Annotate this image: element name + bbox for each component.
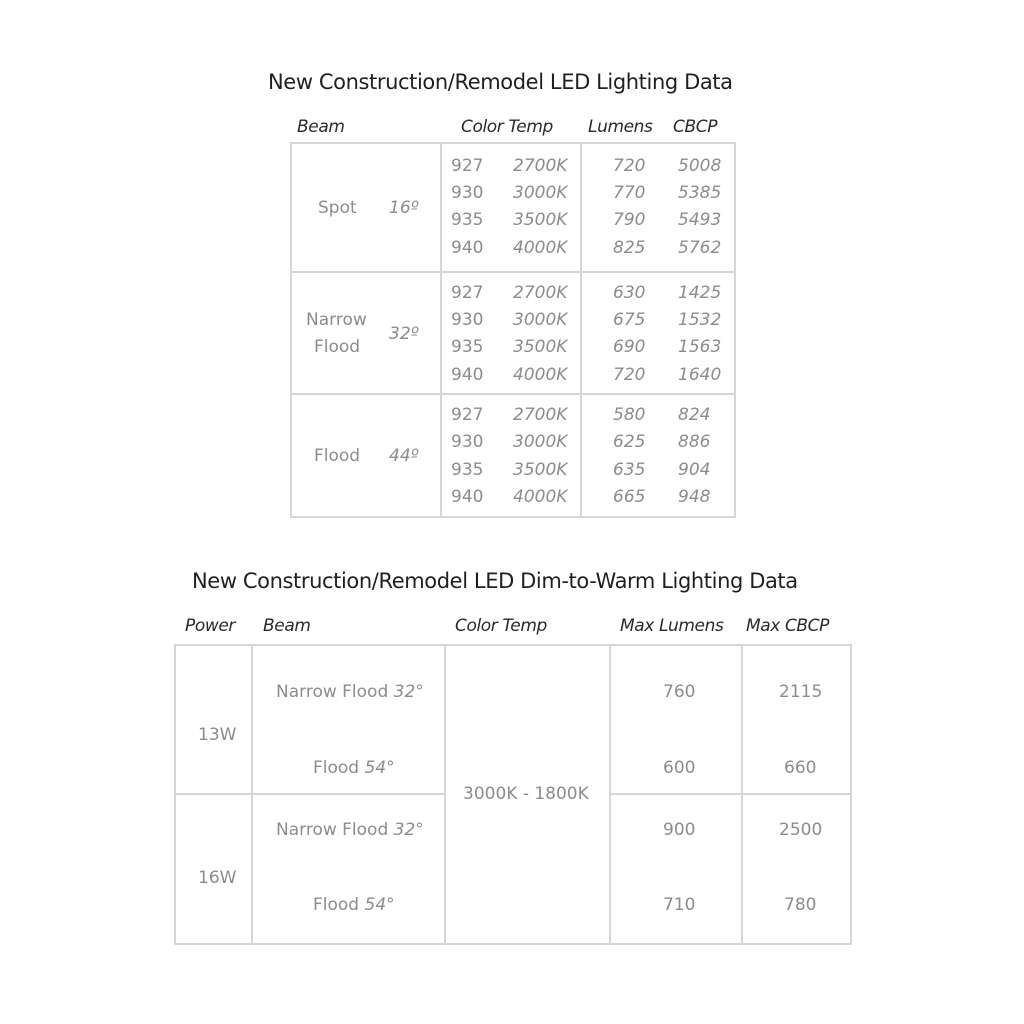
temp: 4000K (513, 365, 568, 385)
beam-name-line2: Flood (314, 337, 361, 357)
beam-name: Flood (313, 895, 360, 915)
beam-row (313, 758, 395, 778)
cbcp: 886 (678, 432, 711, 452)
beam-name: Narrow Flood (276, 682, 389, 702)
beam-name: Flood (314, 446, 361, 466)
temp: 3000K (513, 183, 568, 203)
code: 930 (451, 432, 484, 452)
table2-row-divider-left (174, 793, 446, 795)
table1-header-beam: Beam (297, 117, 345, 137)
cbcp: 5493 (678, 210, 722, 230)
beam-row (276, 682, 424, 702)
temp: 4000K (513, 487, 568, 507)
table1-header-color-temp: Color Temp (461, 117, 553, 137)
beam-angle: 32° (393, 820, 424, 840)
lumens: 630 (613, 283, 646, 303)
table2-header-power: Power (185, 616, 236, 636)
beam-row (276, 820, 424, 840)
lumens: 625 (613, 432, 646, 452)
table2-row-divider-right (609, 793, 852, 795)
power: 16W (198, 868, 237, 888)
max-lumens: 600 (663, 758, 696, 778)
cbcp: 5385 (678, 183, 722, 203)
table1-row-divider-1 (290, 271, 736, 273)
power: 13W (198, 725, 237, 745)
code: 940 (451, 238, 484, 258)
cbcp: 824 (678, 405, 711, 425)
table1-header-lumens: Lumens (588, 117, 653, 137)
max-lumens: 710 (663, 895, 696, 915)
code: 935 (451, 337, 484, 357)
temp: 3500K (513, 460, 568, 480)
table1-border-right (734, 142, 736, 518)
temp: 3500K (513, 337, 568, 357)
lumens: 790 (613, 210, 646, 230)
temp: 2700K (513, 156, 568, 176)
table1-border-top (290, 142, 736, 144)
table2-border-top (174, 644, 852, 646)
cbcp: 5008 (678, 156, 722, 176)
beam-angle: 16º (389, 198, 419, 218)
code: 930 (451, 183, 484, 203)
max-cbcp: 2500 (779, 820, 823, 840)
code: 927 (451, 283, 484, 303)
cbcp: 1425 (678, 283, 722, 303)
lumens: 665 (613, 487, 646, 507)
beam-name: Narrow (306, 310, 367, 330)
code: 940 (451, 365, 484, 385)
table1-row-divider-2 (290, 393, 736, 395)
lumens: 635 (613, 460, 646, 480)
beam-name: Narrow Flood (276, 820, 389, 840)
beam-angle: 32° (393, 682, 424, 702)
max-lumens: 760 (663, 682, 696, 702)
lumens: 580 (613, 405, 646, 425)
table2-title: New Construction/Remodel LED Dim-to-Warm Lighting Data (192, 569, 798, 593)
table1-col-divider-1 (440, 142, 442, 518)
temp: 2700K (513, 405, 568, 425)
beam-angle: 44º (389, 446, 419, 466)
table2-header-beam: Beam (263, 616, 311, 636)
temp: 2700K (513, 283, 568, 303)
cbcp: 1640 (678, 365, 722, 385)
cbcp: 904 (678, 460, 711, 480)
cbcp: 5762 (678, 238, 722, 258)
lumens: 720 (613, 156, 646, 176)
beam-angle: 32º (389, 324, 419, 344)
cbcp: 1563 (678, 337, 722, 357)
max-cbcp: 660 (784, 758, 817, 778)
table2-header-max-cbcp: Max CBCP (746, 616, 830, 636)
beam-name: Spot (318, 198, 357, 218)
temp: 4000K (513, 238, 568, 258)
cbcp: 948 (678, 487, 711, 507)
code: 935 (451, 210, 484, 230)
table1-col-divider-2 (580, 142, 582, 518)
max-cbcp: 780 (784, 895, 817, 915)
table1-header-cbcp: CBCP (673, 117, 718, 137)
beam-angle: 54° (364, 895, 395, 915)
code: 930 (451, 310, 484, 330)
beam-name: Flood (313, 758, 360, 778)
code: 927 (451, 156, 484, 176)
temp: 3000K (513, 432, 568, 452)
table2-header-max-lumens: Max Lumens (620, 616, 724, 636)
table1-border-bottom (290, 516, 736, 518)
temp: 3000K (513, 310, 568, 330)
beam-angle: 54° (364, 758, 395, 778)
temp: 3500K (513, 210, 568, 230)
max-lumens: 900 (663, 820, 696, 840)
table2-border-bottom (174, 943, 852, 945)
lumens: 825 (613, 238, 646, 258)
max-cbcp: 2115 (779, 682, 823, 702)
cbcp: 1532 (678, 310, 722, 330)
lumens: 770 (613, 183, 646, 203)
code: 935 (451, 460, 484, 480)
beam-row (313, 895, 395, 915)
table1-border-left (290, 142, 292, 518)
code: 940 (451, 487, 484, 507)
lumens: 675 (613, 310, 646, 330)
color-temp-range: 3000K - 1800K (463, 784, 589, 804)
lumens: 690 (613, 337, 646, 357)
table2-header-color-temp: Color Temp (455, 616, 547, 636)
lumens: 720 (613, 365, 646, 385)
table1-title: New Construction/Remodel LED Lighting Data (268, 70, 733, 94)
code: 927 (451, 405, 484, 425)
